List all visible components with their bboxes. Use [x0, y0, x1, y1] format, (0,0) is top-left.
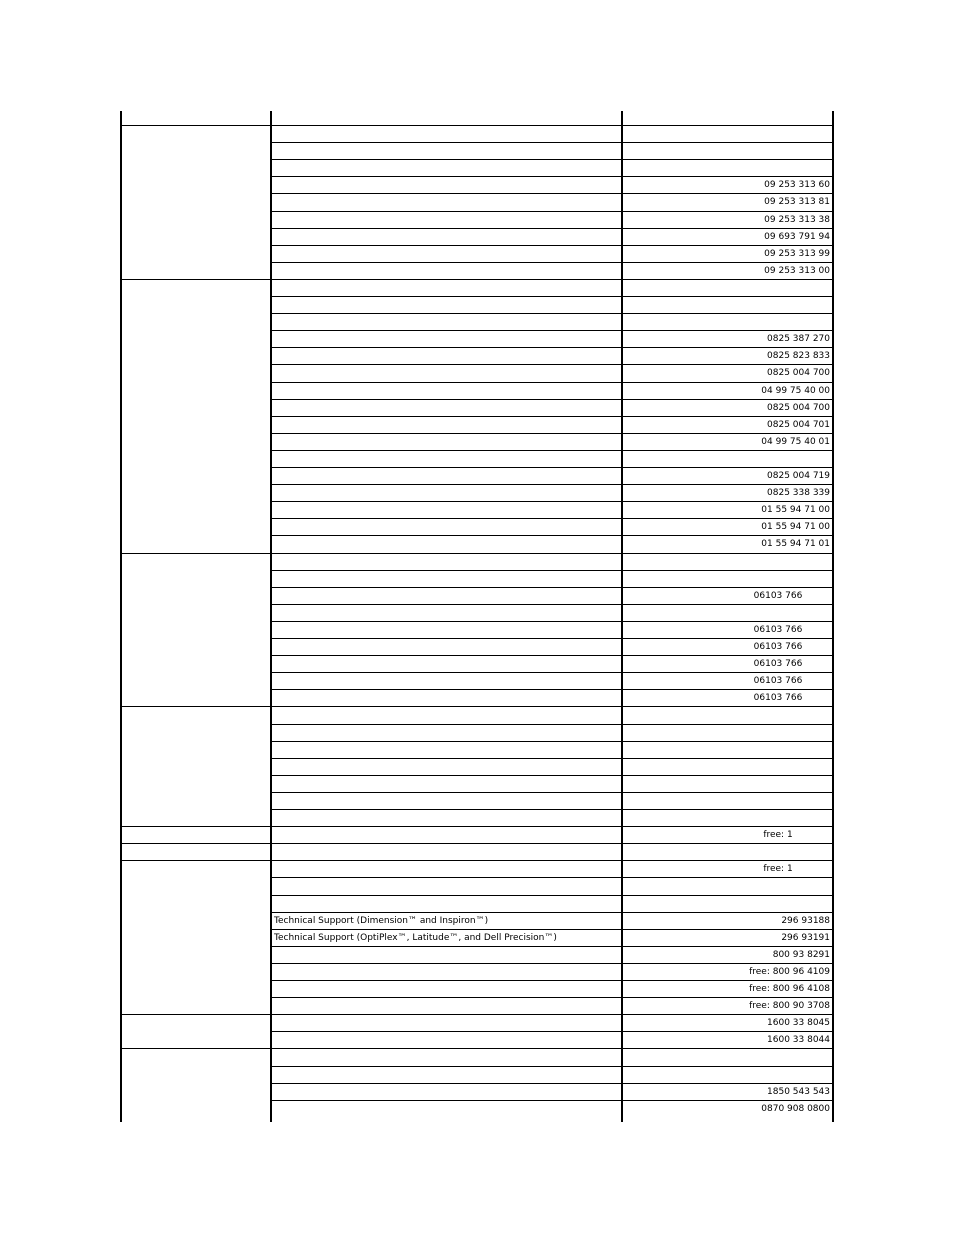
row-phone-number: 06103 766 [753, 642, 803, 652]
row-phone-number: 0825 338 339 [767, 488, 830, 498]
row-divider [270, 211, 834, 212]
row-divider [270, 159, 834, 160]
row-phone-number [728, 605, 828, 621]
row-phone-number: free: 800 96 4108 [749, 984, 830, 994]
row-phone-number: 0825 004 719 [767, 471, 830, 481]
row-divider [270, 946, 834, 947]
row-divider [270, 535, 834, 536]
row-phone-number: 01 55 94 71 00 [761, 522, 830, 532]
row-phone-number: 296 93188 [781, 916, 830, 926]
row-divider [270, 228, 834, 229]
row-divider [270, 364, 834, 365]
row-phone-number: 09 253 313 60 [764, 180, 830, 190]
row-divider [120, 860, 834, 861]
row-divider [270, 1100, 834, 1101]
row-divider [120, 1048, 834, 1049]
row-phone-number: 06103 766 [753, 676, 803, 686]
row-phone-number: 0870 908 0800 [761, 1104, 830, 1114]
row-divider [270, 433, 834, 434]
row-description: Technical Support (Dimension™ and Inspiron™) [274, 916, 489, 926]
row-divider [270, 399, 834, 400]
row-divider [270, 382, 834, 383]
row-divider [270, 809, 834, 810]
row-divider [120, 826, 834, 827]
row-phone-number: 09 253 313 00 [764, 266, 830, 276]
row-phone-number: 06103 766 [753, 625, 803, 635]
row-divider [270, 313, 834, 314]
row-phone-number: 1850 543 543 [767, 1087, 830, 1097]
row-divider [120, 706, 834, 707]
row-divider [270, 758, 834, 759]
row-divider [270, 895, 834, 896]
row-phone-number: 04 99 75 40 00 [761, 386, 830, 396]
row-divider [120, 1014, 834, 1015]
row-phone-number: 09 693 791 94 [764, 232, 830, 242]
row-divider [270, 262, 834, 263]
contact-table [120, 111, 834, 1122]
row-divider [270, 176, 834, 177]
row-divider [270, 330, 834, 331]
row-divider [270, 775, 834, 776]
row-divider [270, 296, 834, 297]
row-phone-number: 800 93 8291 [772, 950, 830, 960]
row-phone-number: 0825 823 833 [767, 351, 830, 361]
row-phone-number: 01 55 94 71 01 [761, 539, 830, 549]
row-divider [120, 553, 834, 554]
row-divider [120, 279, 834, 280]
row-phone-number: 09 253 313 99 [764, 249, 830, 259]
row-divider [270, 518, 834, 519]
row-phone-number: 01 55 94 71 00 [761, 505, 830, 515]
row-divider [270, 792, 834, 793]
row-divider [270, 501, 834, 502]
row-divider [270, 1066, 834, 1067]
row-phone-number: 0825 004 700 [767, 368, 830, 378]
row-divider [270, 724, 834, 725]
row-divider [270, 467, 834, 468]
row-divider [270, 741, 834, 742]
row-divider [270, 1031, 834, 1032]
row-phone-number: free: 1 [763, 864, 793, 874]
row-divider [270, 450, 834, 451]
row-divider [120, 843, 834, 844]
row-phone-number: free: 1 [763, 830, 793, 840]
row-phone-number: 1600 33 8044 [767, 1035, 830, 1045]
row-phone-number: free: 800 90 3708 [749, 1001, 830, 1011]
row-divider [270, 347, 834, 348]
row-phone-number: 09 253 313 81 [764, 197, 830, 207]
row-phone-number: 296 93191 [781, 933, 830, 943]
row-phone-number [728, 571, 828, 587]
row-phone-number: 04 99 75 40 01 [761, 437, 830, 447]
row-phone-number: 06103 766 [753, 591, 803, 601]
table-border-left [120, 111, 122, 1122]
row-divider [270, 416, 834, 417]
row-phone-number: 0825 387 270 [767, 334, 830, 344]
row-divider [270, 484, 834, 485]
row-divider [270, 245, 834, 246]
row-phone-number [728, 554, 828, 570]
row-divider [120, 125, 834, 126]
row-phone-number: 06103 766 [753, 693, 803, 703]
row-description: Technical Support (OptiPlex™, Latitude™, and Dell Precision™) [274, 933, 557, 943]
row-phone-number: 0825 004 700 [767, 403, 830, 413]
row-phone-number: free: 800 96 4109 [749, 967, 830, 977]
row-phone-number: 06103 766 [753, 659, 803, 669]
row-divider [270, 142, 834, 143]
row-divider [270, 1083, 834, 1084]
row-phone-number: 1600 33 8045 [767, 1018, 830, 1028]
row-phone-number: 0825 004 701 [767, 420, 830, 430]
row-phone-number: 09 253 313 38 [764, 215, 830, 225]
row-divider [270, 193, 834, 194]
row-divider [270, 877, 834, 878]
